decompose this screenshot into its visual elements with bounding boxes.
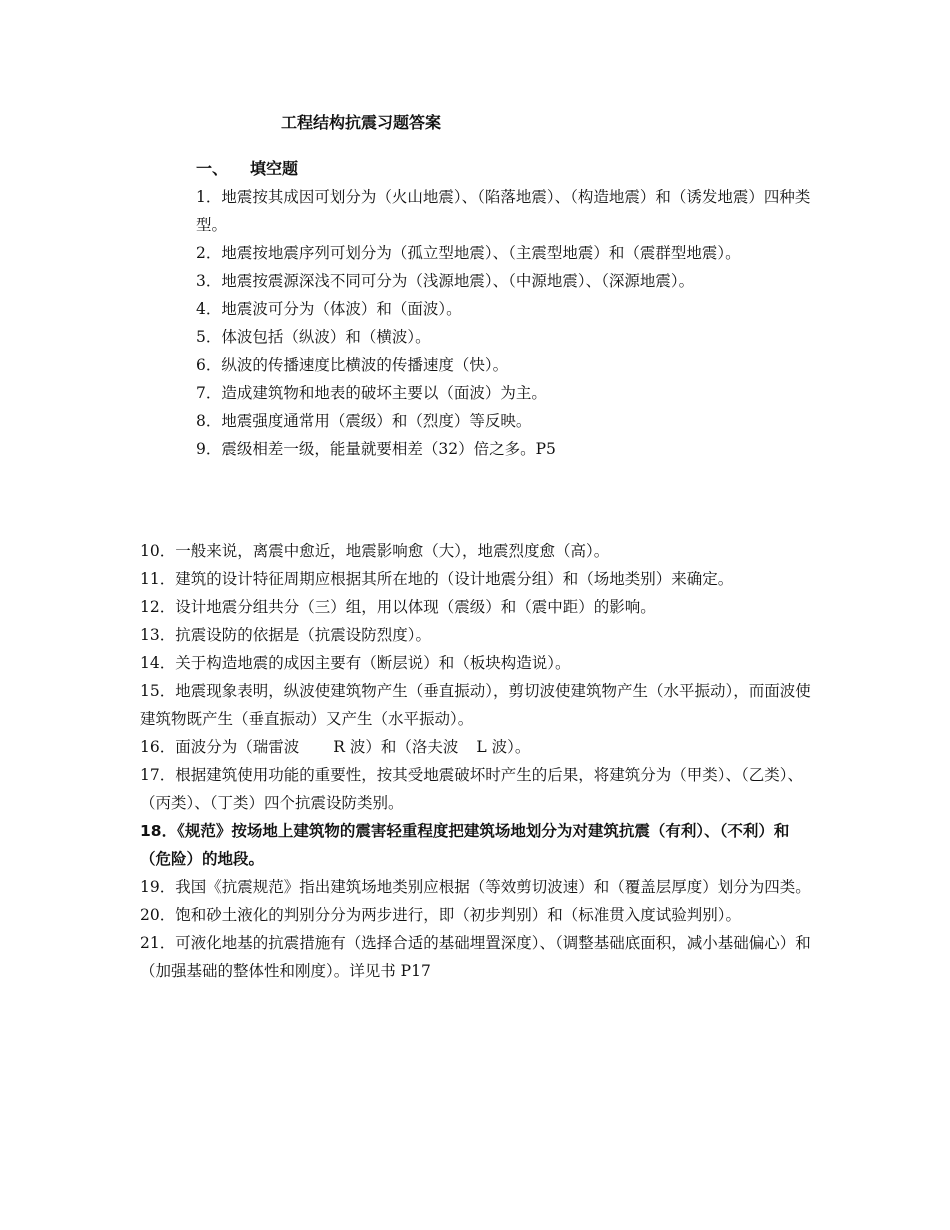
question-20: 20．饱和砂土液化的判别分分为两步进行，即（初步判别）和（标准贯入度试验判别）。 xyxy=(140,906,741,924)
question-15: 15．地震现象表明，纵波使建筑物产生（垂直振动），剪切波使建筑物产生（水平振动），而面波使建筑物既产生（垂直振动）又产生（水平振动）。 xyxy=(140,682,811,728)
question-14: 14．关于构造地震的成因主要有（断层说）和（板块构造说）。 xyxy=(140,654,571,672)
question-1: 1．地震按其成因可划分为（火山地震）、（陷落地震）、（构造地震）和（诱发地震）四种类型。 xyxy=(196,188,811,234)
question-21: 21．可液化地基的抗震措施有（选择合适的基础埋置深度）、（调整基础底面积，减小基础偏心）和（加强基础的整体性和刚度）。详见书 P17 xyxy=(140,934,811,980)
question-6: 6．纵波的传播速度比横波的传播速度（快）。 xyxy=(196,356,509,374)
section-heading xyxy=(196,156,298,179)
question-5: 5．体波包括（纵波）和（横波）。 xyxy=(196,328,431,346)
question-8: 8．地震强度通常用（震级）和（烈度）等反映。 xyxy=(196,412,532,430)
question-16-part-3: L 波）。 xyxy=(476,738,531,756)
document-title: 工程结构抗震习题答案 xyxy=(281,113,442,132)
question-13: 13．抗震设防的依据是（抗震设防烈度）。 xyxy=(140,626,431,644)
question-11: 11．建筑的设计特征周期应根据其所在地的（设计地震分组）和（场地类别）来确定。 xyxy=(140,570,734,588)
question-list-flush xyxy=(140,537,816,985)
question-3: 3．地震按震源深浅不同可分为（浅源地震）、（中源地震）、（深源地震）。 xyxy=(196,272,695,290)
question-18: 18．《规范》按场地上建筑物的震害轻重程度把建筑场地划分为对建筑抗震（有利）、（不利）和（危险）的地段。 xyxy=(140,822,790,868)
question-16-part-1: 16．面波分为（瑞雷波 xyxy=(140,738,300,756)
question-7: 7．造成建筑物和地表的破坏主要以（面波）为主。 xyxy=(196,384,547,402)
section-number: 一、 xyxy=(196,159,229,178)
question-16-part-2: R 波）和（洛夫波 xyxy=(333,738,459,756)
question-list-indented xyxy=(196,183,812,463)
question-17: 17．根据建筑使用功能的重要性，按其受地震破坏时产生的后果，将建筑分为（甲类）、（乙类）、（丙类）、（丁类）四个抗震设防类别。 xyxy=(140,766,803,812)
question-12: 12．设计地震分组共分（三）组，用以体现（震级）和（震中距）的影响。 xyxy=(140,598,656,616)
section-label: 填空题 xyxy=(250,159,299,178)
question-9: 9．震级相差一级，能量就要相差（32）倍之多。P5 xyxy=(196,440,556,458)
question-4: 4．地震波可分为（体波）和（面波）。 xyxy=(196,300,462,318)
question-19: 19．我国《抗震规范》指出建筑场地类别应根据（等效剪切波速）和（覆盖层厚度）划分为四类。 xyxy=(140,878,811,896)
question-16 xyxy=(140,733,816,761)
question-2: 2．地震按地震序列可划分为（孤立型地震）、（主震型地震）和（震群型地震）。 xyxy=(196,244,741,262)
question-10: 10．一般来说，离震中愈近，地震影响愈（大），地震烈度愈（高）。 xyxy=(140,542,610,560)
